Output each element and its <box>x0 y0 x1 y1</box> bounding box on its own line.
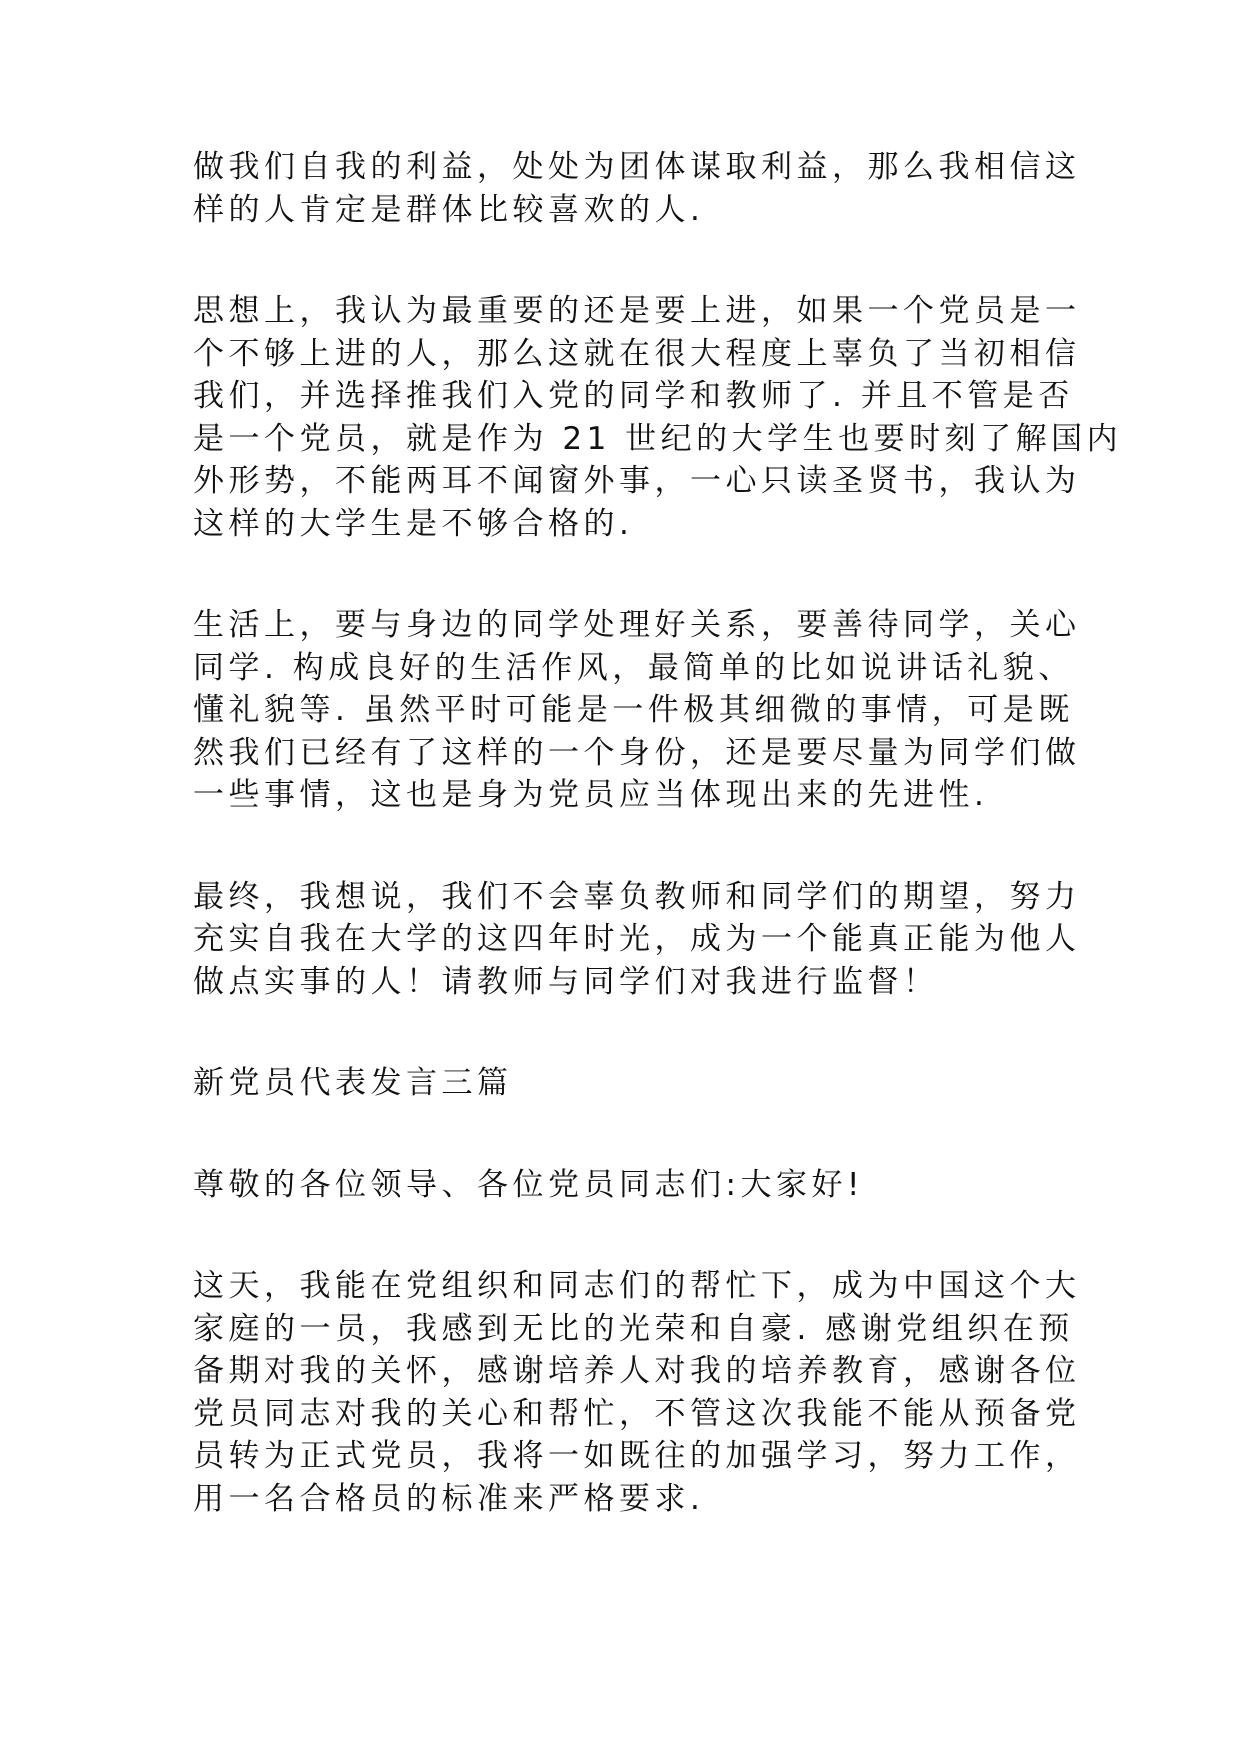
text-line: 然我们已经有了这样的一个身份，还是要尽量为同学们做 <box>193 734 1081 771</box>
text-line: 这天，我能在党组织和同志们的帮忙下，成为中国这个大 <box>193 1268 1081 1304</box>
text-line: 员转为正式党员，我将一如既往的加强学习，努力工作， <box>193 1438 1081 1474</box>
paragraph-conclusion <box>193 876 1081 1004</box>
paragraph-gratitude <box>193 1265 1081 1520</box>
section-heading <box>193 1062 1053 1105</box>
text-line: 思想上，我认为最重要的还是要上进，如果一个党员是一 <box>193 293 1081 329</box>
paragraph-ideology <box>193 290 1123 545</box>
text-line: 外形势，不能两耳不闻窗外事，一心只读圣贤书，我认为 <box>193 463 1081 499</box>
heading-text: 新党员代表发言三篇 <box>193 1065 513 1101</box>
text-line: 一些事情，这也是身为党员应当体现出来的先进性. <box>193 777 989 813</box>
text-line: 做我们自我的利益，处处为团体谋取利益，那么我相信这 <box>193 149 1081 185</box>
text-line: 党员同志对我的关心和帮忙，不管这次我能不能从预备党 <box>193 1395 1081 1432</box>
document-body <box>193 146 1123 1579</box>
text-line: 懂礼貌等. 虽然平时可能是一件极其细微的事情，可是既 <box>193 692 1074 728</box>
text-line: 我们，并选择推我们入党的同学和教师了. 并且不管是否 <box>193 378 1074 414</box>
text-line: 用一名合格员的标准来严格要求. <box>193 1480 705 1517</box>
text-line: 家庭的一员，我感到无比的光荣和自豪. 感谢党组织在预 <box>193 1310 1074 1347</box>
text-line: 同学. 构成良好的生活作风，最简单的比如说讲话礼貌、 <box>193 649 1074 686</box>
text-line: 这样的大学生是不够合格的. <box>193 505 634 542</box>
paragraph-life <box>193 604 1081 817</box>
paragraph-self-interest <box>193 146 1081 231</box>
text-line: 备期对我的关怀，感谢培养人对我的培养教育，感谢各位 <box>193 1353 1081 1389</box>
text-line: 是一个党员，就是作为 21 世纪的大学生也要时刻了解国内 <box>193 420 1123 457</box>
salutation-text: 尊敬的各位领导、各位党员同志们:大家好! <box>193 1166 864 1203</box>
text-line: 充实自我在大学的这四年时光，成为一个能真正能为他人 <box>193 921 1081 957</box>
text-line: 样的人肯定是群体比较喜欢的人. <box>193 191 705 228</box>
text-line: 个不够上进的人，那么这就在很大程度上辜负了当初相信 <box>193 335 1081 372</box>
text-line: 最终，我想说，我们不会辜负教师和同学们的期望，努力 <box>193 878 1081 915</box>
salutation <box>193 1164 1053 1207</box>
text-line: 生活上，要与身边的同学处理好关系，要善待同学，关心 <box>193 607 1081 643</box>
text-line: 做点实事的人！请教师与同学们对我进行监督！ <box>193 963 939 1000</box>
